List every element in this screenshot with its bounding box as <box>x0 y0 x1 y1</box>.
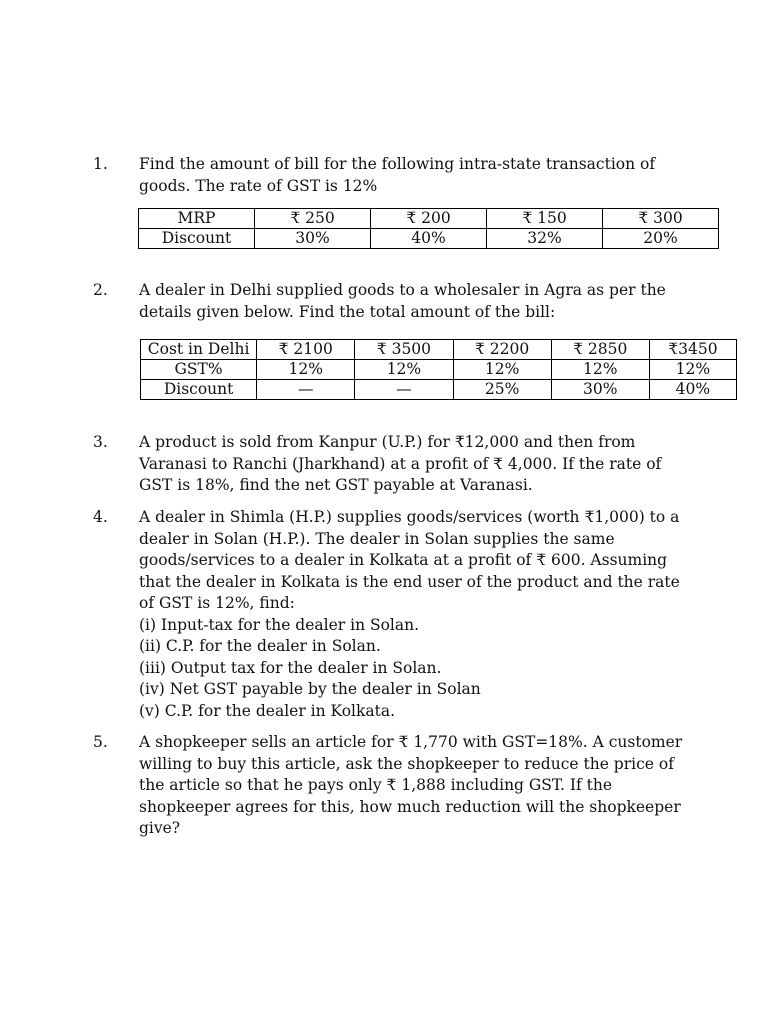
table-cell: ₹ 300 <box>603 209 719 229</box>
question-line: shopkeeper agrees for this, how much reduction will the shopkeeper <box>139 797 681 816</box>
question-text <box>139 732 683 840</box>
table-cell: 12% <box>551 360 649 380</box>
table-cell: — <box>355 380 453 400</box>
question-line: Find the amount of bill for the following intra-state transaction of <box>139 155 656 173</box>
table-cell: 25% <box>453 380 551 400</box>
table-cell: MRP <box>139 209 255 229</box>
table-cell: ₹ 2850 <box>551 340 649 360</box>
table-row <box>139 229 719 249</box>
table-cell: 12% <box>649 360 736 380</box>
table-cell: Discount <box>141 380 257 400</box>
question-line: Varanasi to Ranchi (Jharkhand) at a profit of ₹ 4,000. If the rate of <box>139 454 662 473</box>
question-line: give? <box>139 819 181 837</box>
question-text <box>139 507 679 722</box>
question-line: A product is sold from Kanpur (U.P.) for ₹12,000 and then from <box>139 433 636 451</box>
question-line: that the dealer in Kolkata is the end user of the product and the rate <box>139 572 680 591</box>
table-cell: GST% <box>141 360 257 380</box>
table-cell: 30% <box>255 229 371 249</box>
table-cell: ₹ 2200 <box>453 340 551 360</box>
question-line: (iv) Net GST payable by the dealer in Solan <box>139 680 481 698</box>
question-line: A dealer in Shimla (H.P.) supplies goods/services (worth ₹1,000) to a <box>139 508 680 526</box>
table-cell: Discount <box>139 229 255 249</box>
question-line: willing to buy this article, ask the shopkeeper to reduce the price of <box>139 754 674 773</box>
table-cell: 30% <box>551 380 649 400</box>
table-row <box>139 209 719 229</box>
table-cell: 12% <box>355 360 453 380</box>
question-number: 4. <box>93 508 108 526</box>
question-number: 1. <box>93 155 108 173</box>
question-line: the article so that he pays only ₹ 1,888 including GST. If the <box>139 776 612 794</box>
question-line: A shopkeeper sells an article for ₹ 1,770 with GST=18%. A customer <box>139 733 683 751</box>
table-cell: 12% <box>453 360 551 380</box>
table-cell: 32% <box>487 229 603 249</box>
question-line: dealer in Solan (H.P.). The dealer in Solan supplies the same <box>139 529 615 548</box>
table-cell: ₹3450 <box>649 340 736 360</box>
table-cell: 40% <box>649 380 736 400</box>
question-line: (iii) Output tax for the dealer in Solan. <box>139 658 442 677</box>
question-line: goods. The rate of GST is 12% <box>139 176 378 195</box>
question-line: GST is 18%, find the net GST payable at Varanasi. <box>139 476 533 494</box>
question-text <box>139 154 679 197</box>
table-cell: ₹ 2100 <box>257 340 355 360</box>
question-text <box>139 280 679 323</box>
table-cell: ₹ 200 <box>371 209 487 229</box>
question-number: 3. <box>93 433 108 451</box>
question-line: of GST is 12%, find: <box>139 594 295 612</box>
table-cell: ₹ 3500 <box>355 340 453 360</box>
question-number: 5. <box>93 733 108 751</box>
question-line: details given below. Find the total amount of the bill: <box>139 302 556 321</box>
table-cell: Cost in Delhi <box>141 340 257 360</box>
question-line: A dealer in Delhi supplied goods to a wholesaler in Agra as per the <box>139 281 666 299</box>
mrp-discount-table <box>138 208 719 249</box>
table-row <box>141 380 737 400</box>
table-cell: 20% <box>603 229 719 249</box>
table-row <box>141 360 737 380</box>
table-cell: 12% <box>257 360 355 380</box>
question-text <box>139 432 679 497</box>
table-cell: 40% <box>371 229 487 249</box>
table-cell: — <box>257 380 355 400</box>
question-number: 2. <box>93 281 108 299</box>
question-line: goods/services to a dealer in Kolkata at a profit of ₹ 600. Assuming <box>139 551 668 569</box>
dealer-bill-table <box>140 339 737 400</box>
question-line: (v) C.P. for the dealer in Kolkata. <box>139 701 396 720</box>
question-line: (i) Input-tax for the dealer in Solan. <box>139 615 420 634</box>
question-line: (ii) C.P. for the dealer in Solan. <box>139 637 381 655</box>
table-cell: ₹ 250 <box>255 209 371 229</box>
table-cell: ₹ 150 <box>487 209 603 229</box>
table-row <box>141 340 737 360</box>
